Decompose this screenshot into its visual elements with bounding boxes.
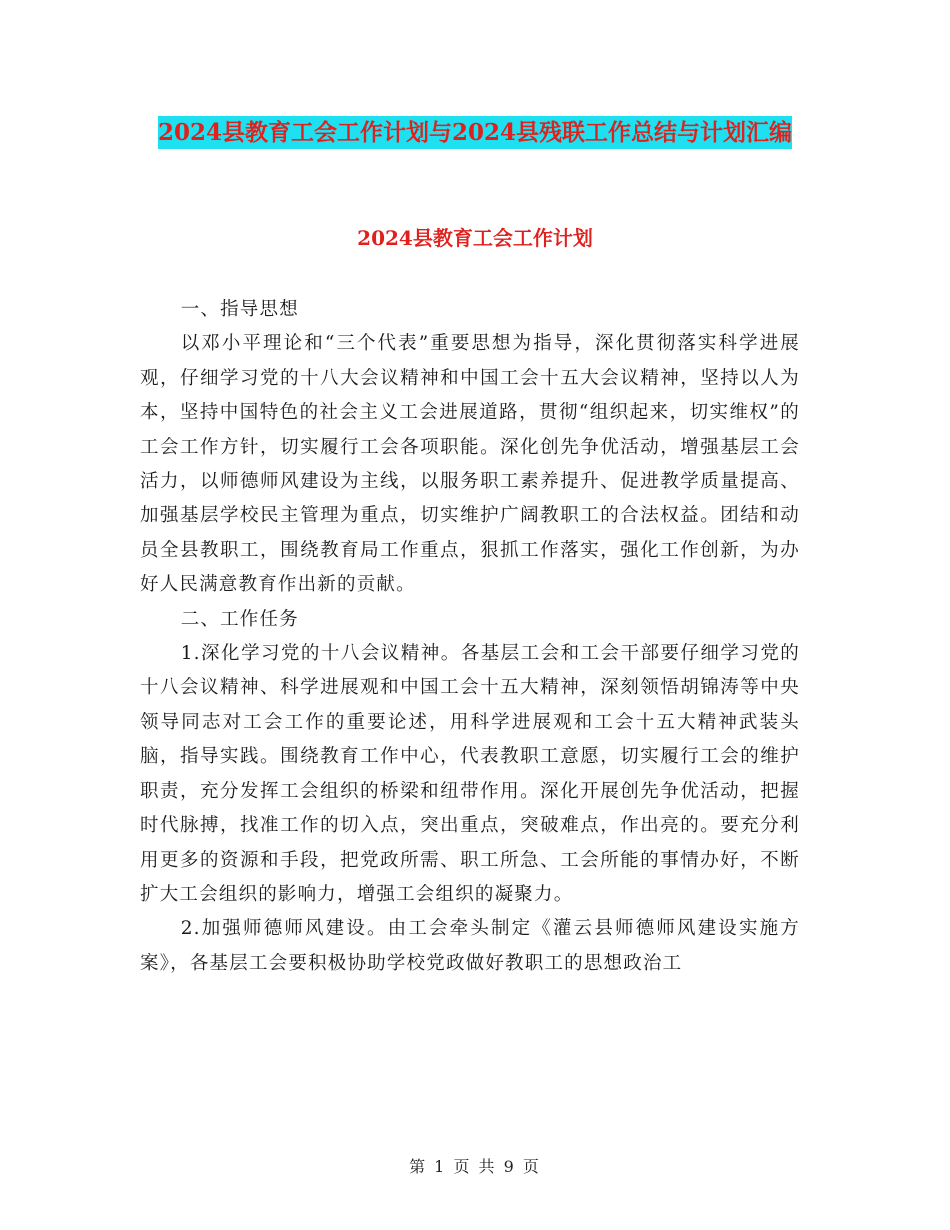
- heading-work-tasks: 二、工作任务: [180, 608, 299, 630]
- title-highlight: 2024县教育工会工作计划与2024县残联工作总结与计划汇编: [158, 116, 792, 149]
- page-number-footer: 第 1 页 共 9 页: [409, 1157, 541, 1176]
- heading-guiding-thought: 一、指导思想: [180, 299, 299, 320]
- document-body: [140, 293, 800, 981]
- paragraph-task-1: 1.深化学习党的十八会议精神。各基层工会和工会干部要仔细学习党的十八会议精神、科学进展观和中国工会十五大精神，深刻领悟胡锦涛等中央领导同志对工会工作的重要论述，用科学进展观和工会十五大精神武装头脑，指导实践。围绕教育工作中心，代表教职工意愿，切实履行工会的维护职责，充分发挥工会组织的桥梁和纽带作用。深化开展创先争优活动，把握时代脉搏，找准工作的切入点，突出重点，突破难点，作出亮的。要充分利用更多的资源和手段，把党政所需、职工所急、工会所能的事情办好，不断扩大工会组织的影响力，增强工会组织的凝聚力。: [140, 643, 800, 905]
- section-title: 2024县教育工会工作计划: [357, 226, 593, 250]
- document-title: [140, 110, 810, 155]
- paragraph-task-2: 2.加强师德师风建设。由工会牵头制定《灌云县师德师风建设实施方案》，各基层工会要积极协助学校党政做好教职工的思想政治工: [140, 918, 800, 974]
- paragraph-guiding-thought: 以邓小平理论和“三个代表”重要思想为指导，深化贯彻落实科学进展观，仔细学习党的十八大会议精神和中国工会十五大会议精神，坚持以人为本，坚持中国特色的社会主义工会进展道路，贯彻“组织起来，切实维权”的工会工作方针，切实履行工会各项职能。深化创先争优活动，增强基层工会活力，以师德师风建设为主线，以服务职工素养提升、促进教学质量提高、加强基层学校民主管理为重点，切实维护广阔教职工的合法权益。团结和动员全县教职工，围绕教育局工作重点，狠抓工作落实，强化工作创新，为办好人民满意教育作出新的贡献。: [140, 333, 800, 596]
